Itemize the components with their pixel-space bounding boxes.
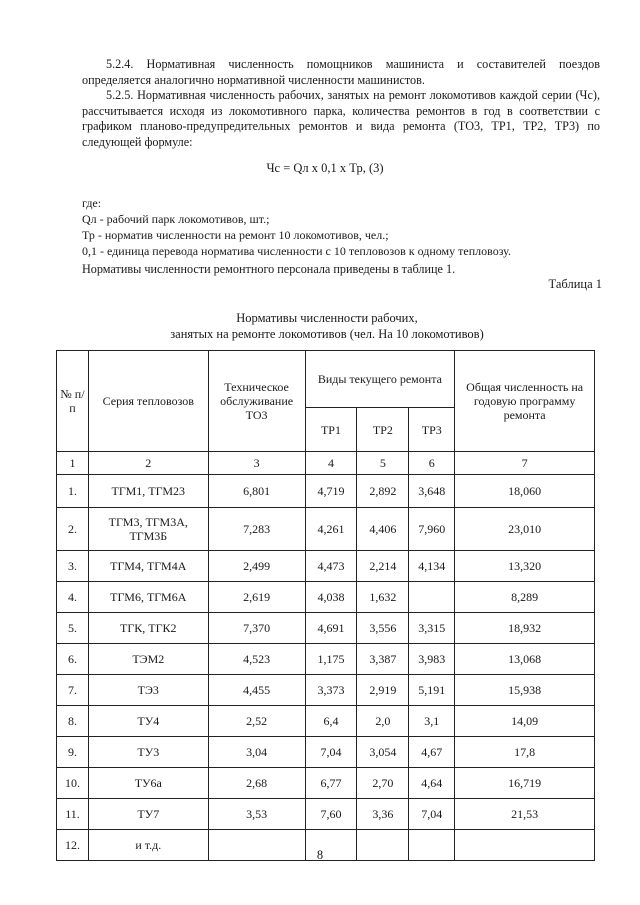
tr3-cell: 3,315 (409, 613, 455, 644)
row-number-cell: 9. (57, 737, 89, 768)
table-row (57, 799, 595, 830)
row-number-cell: 1. (57, 475, 89, 508)
row-number-cell: 11. (57, 799, 89, 830)
table-row (57, 582, 595, 613)
total-cell: 21,53 (455, 799, 595, 830)
row-number-cell: 2. (57, 508, 89, 551)
paragraph-5-2-4: 5.2.4. Нормативная численность помощников машиниста и составителей поездов определяется аналогично нормативной численности машинистов. (82, 57, 600, 87)
to3-cell: 3,53 (208, 799, 305, 830)
tr3-cell: 7,960 (409, 508, 455, 551)
row-number-cell: 12. (57, 830, 89, 861)
table-title (0, 310, 640, 342)
tr2-cell: 2,919 (357, 675, 409, 706)
total-cell: 17,8 (455, 737, 595, 768)
series-cell: ТУ6а (88, 768, 208, 799)
row-number-cell: 4. (57, 582, 89, 613)
definitions-intro: где: (82, 196, 102, 210)
table-row (57, 613, 595, 644)
tr3-cell (409, 582, 455, 613)
header-to3: Техническое обслуживание ТО3 (208, 351, 305, 452)
definition-item: Тр - норматив численности на ремонт 10 локомотивов, чел.; (82, 228, 389, 242)
table-row (57, 551, 595, 582)
total-cell: 16,719 (455, 768, 595, 799)
tr2-cell: 4,406 (357, 508, 409, 551)
series-cell: ТЭ3 (88, 675, 208, 706)
header-tr3: ТР3 (409, 408, 455, 452)
tr2-cell: 3,556 (357, 613, 409, 644)
header-tr1: ТР1 (305, 408, 357, 452)
column-number: 4 (305, 452, 357, 475)
series-cell: ТГМ4, ТГМ4А (88, 551, 208, 582)
to3-cell: 7,370 (208, 613, 305, 644)
to3-cell: 2,52 (208, 706, 305, 737)
table-row (57, 675, 595, 706)
table-intro: Нормативы численности ремонтного персонала приведены в таблице 1. (82, 262, 456, 276)
column-number-row (57, 452, 595, 475)
table-header-row (57, 351, 595, 408)
series-cell: ТУ4 (88, 706, 208, 737)
formula: Чс = Qл х 0,1 х Тр, (3) (266, 161, 384, 175)
series-cell: ТГМ6, ТГМ6А (88, 582, 208, 613)
formula-definitions (82, 195, 602, 259)
total-cell: 15,938 (455, 675, 595, 706)
row-number-cell: 8. (57, 706, 89, 737)
to3-cell: 2,619 (208, 582, 305, 613)
tr3-cell: 7,04 (409, 799, 455, 830)
table-row (57, 644, 595, 675)
series-cell: ТГМ3, ТГМ3А, ТГМ3Б (88, 508, 208, 551)
tr3-cell: 4,67 (409, 737, 455, 768)
total-cell: 13,068 (455, 644, 595, 675)
column-number: 6 (409, 452, 455, 475)
row-number-cell: 6. (57, 644, 89, 675)
total-cell: 8,289 (455, 582, 595, 613)
tr1-cell: 1,175 (305, 644, 357, 675)
table-row (57, 737, 595, 768)
column-number: 1 (57, 452, 89, 475)
series-cell: ТЭМ2 (88, 644, 208, 675)
header-total: Общая численность на годовую программу ремонта (455, 351, 595, 452)
to3-cell: 4,455 (208, 675, 305, 706)
tr2-cell: 2,0 (357, 706, 409, 737)
header-number: № п/п (57, 351, 89, 452)
tr1-cell: 4,038 (305, 582, 357, 613)
tr2-cell: 2,214 (357, 551, 409, 582)
page-number: 8 (316, 848, 324, 862)
header-current-repair: Виды текущего ремонта (305, 351, 455, 408)
row-number-cell: 5. (57, 613, 89, 644)
tr3-cell: 3,983 (409, 644, 455, 675)
tr2-cell: 3,387 (357, 644, 409, 675)
to3-cell: 4,523 (208, 644, 305, 675)
tr1-cell: 4,473 (305, 551, 357, 582)
to3-cell: 3,04 (208, 737, 305, 768)
tr3-cell: 3,648 (409, 475, 455, 508)
series-cell: и т.д. (88, 830, 208, 861)
series-cell: ТУ7 (88, 799, 208, 830)
series-cell: ТГК, ТГК2 (88, 613, 208, 644)
table-body (57, 475, 595, 861)
total-cell: 18,060 (455, 475, 595, 508)
column-number: 7 (455, 452, 595, 475)
tr2-cell: 3,36 (357, 799, 409, 830)
header-tr2: ТР2 (357, 408, 409, 452)
tr1-cell: 4,719 (305, 475, 357, 508)
series-cell: ТУ3 (88, 737, 208, 768)
tr2-cell: 2,70 (357, 768, 409, 799)
to3-cell: 2,499 (208, 551, 305, 582)
column-number: 2 (88, 452, 208, 475)
total-cell: 14,09 (455, 706, 595, 737)
row-number-cell: 10. (57, 768, 89, 799)
column-number: 3 (208, 452, 305, 475)
tr3-cell: 5,191 (409, 675, 455, 706)
tr1-cell: 4,691 (305, 613, 357, 644)
table-row (57, 475, 595, 508)
to3-cell: 6,801 (208, 475, 305, 508)
total-cell: 13,320 (455, 551, 595, 582)
definition-item: Qл - рабочий парк локомотивов, шт.; (82, 212, 270, 226)
table-row (57, 508, 595, 551)
tr3-cell: 3,1 (409, 706, 455, 737)
to3-cell: 2,68 (208, 768, 305, 799)
tr2-cell: 1,632 (357, 582, 409, 613)
table-row (57, 706, 595, 737)
total-cell: 23,010 (455, 508, 595, 551)
column-number: 5 (357, 452, 409, 475)
total-cell: 18,932 (455, 613, 595, 644)
tr3-cell: 4,64 (409, 768, 455, 799)
series-cell: ТГМ1, ТГМ23 (88, 475, 208, 508)
table-label: Таблица 1 (548, 277, 602, 291)
tr1-cell: 4,261 (305, 508, 357, 551)
tr3-cell: 4,134 (409, 551, 455, 582)
tr1-cell: 3,373 (305, 675, 357, 706)
norms-table (56, 350, 595, 861)
definition-item: 0,1 - единица перевода норматива численности с 10 тепловозов к одному тепловозу. (82, 244, 511, 258)
row-number-cell: 7. (57, 675, 89, 706)
table-title-line: Нормативы численности рабочих, (236, 311, 418, 325)
tr1-cell: 6,4 (305, 706, 357, 737)
header-series: Серия тепловозов (88, 351, 208, 452)
tr1-cell: 6,77 (305, 768, 357, 799)
tr2-cell: 3,054 (357, 737, 409, 768)
to3-cell: 7,283 (208, 508, 305, 551)
paragraph-5-2-5: 5.2.5. Нормативная численность рабочих, занятых на ремонт локомотивов каждой серии (Чс), рассчитывается исходя из локомотивного парка, количества ремонтов в год в соответствии с графиком планово-предупредительных ремонтов и вида ремонта (ТО3, ТР1, ТР2, ТР3) по следующей формуле: (82, 88, 600, 149)
table-row (57, 768, 595, 799)
tr1-cell: 7,04 (305, 737, 357, 768)
tr2-cell: 2,892 (357, 475, 409, 508)
table-title-line: занятых на ремонте локомотивов (чел. На 10 локомотивов) (170, 327, 484, 341)
tr1-cell: 7,60 (305, 799, 357, 830)
row-number-cell: 3. (57, 551, 89, 582)
